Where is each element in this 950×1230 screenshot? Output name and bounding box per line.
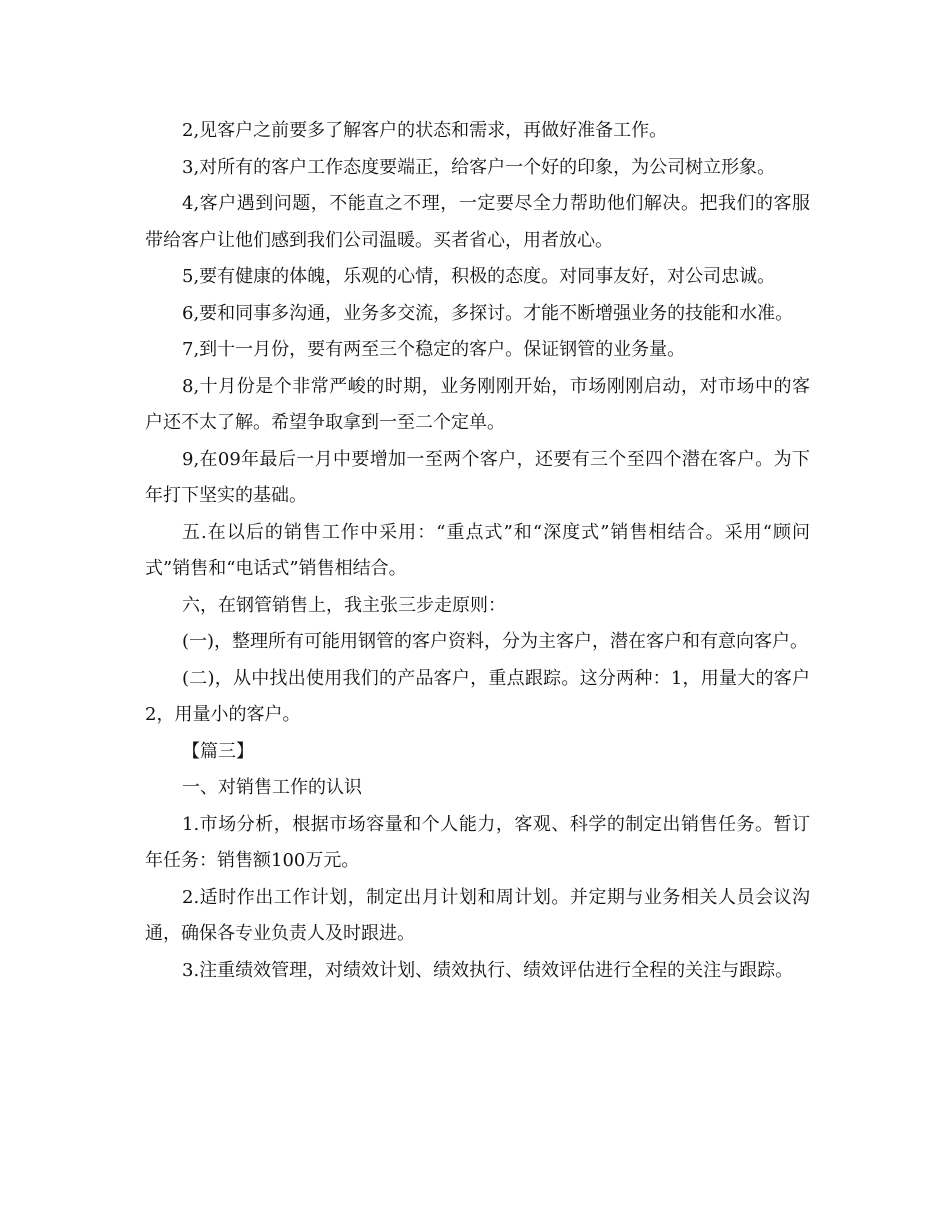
- step-two-paragraph: (二)，从中找出使用我们的产品客户，重点跟踪。这分两种：1，用量大的客户2，用量小的客户。: [145, 667, 810, 725]
- section-six-heading: 六，在钢管销售上，我主张三步走原则：: [182, 594, 506, 616]
- step-one-paragraph: (一)，整理所有可能用钢管的客户资料，分为主客户，潜在客户和有意向客户。: [182, 631, 809, 652]
- paragraph-item-5: 5,要有健康的体魄，乐观的心情，积极的态度。对同事友好，对公司忠诚。: [182, 266, 776, 287]
- numbered-item-1: 1.市场分析，根据市场容量和个人能力，客观、科学的制定出销售任务。暂订年任务：销售额100万元。: [145, 813, 810, 871]
- part-three-heading: 【篇三】: [182, 740, 254, 762]
- paragraph-item-2: 2,见客户之前要多了解客户的状态和需求，再做好准备工作。: [182, 120, 668, 141]
- paragraph-item-6: 6,要和同事多沟通，业务多交流，多探讨。才能不断增强业务的技能和水准。: [182, 302, 794, 324]
- paragraph-item-4: 4,客户遇到问题，不能直之不理，一定要尽全力帮助他们解决。把我们的客服带给客户让他们感到我们公司温暖。买者省心，用者放心。: [145, 193, 810, 251]
- numbered-item-3: 3.注重绩效管理，对绩效计划、绩效执行、绩效评估进行全程的关注与跟踪。: [182, 959, 794, 981]
- section-five-paragraph: 五.在以后的销售工作中采用：“重点式”和“深度式”销售相结合。采用“顾问式”销售和“电话式”销售相结合。: [145, 521, 810, 579]
- paragraph-item-9: 9,在09年最后一月中要增加一至两个客户，还要有三个至四个潜在客户。为下年打下坚实的基础。: [145, 448, 810, 506]
- paragraph-item-8: 8,十月份是个非常严峻的时期，业务刚刚开始，市场刚刚启动，对市场中的客户还不太了解。希望争取拿到一至二个定单。: [145, 375, 810, 433]
- numbered-item-2: 2.适时作出工作计划，制定出月计划和周计划。并定期与业务相关人员会议沟通，确保各专业负责人及时跟进。: [145, 886, 810, 944]
- paragraph-item-7: 7,到十一月份，要有两至三个稳定的客户。保证钢管的业务量。: [182, 339, 686, 360]
- paragraph-item-3: 3,对所有的客户工作态度要端正，给客户一个好的印象，为公司树立形象。: [182, 156, 776, 178]
- document-body: [145, 113, 810, 989]
- sales-understanding-heading: 一、对销售工作的认识: [182, 777, 362, 798]
